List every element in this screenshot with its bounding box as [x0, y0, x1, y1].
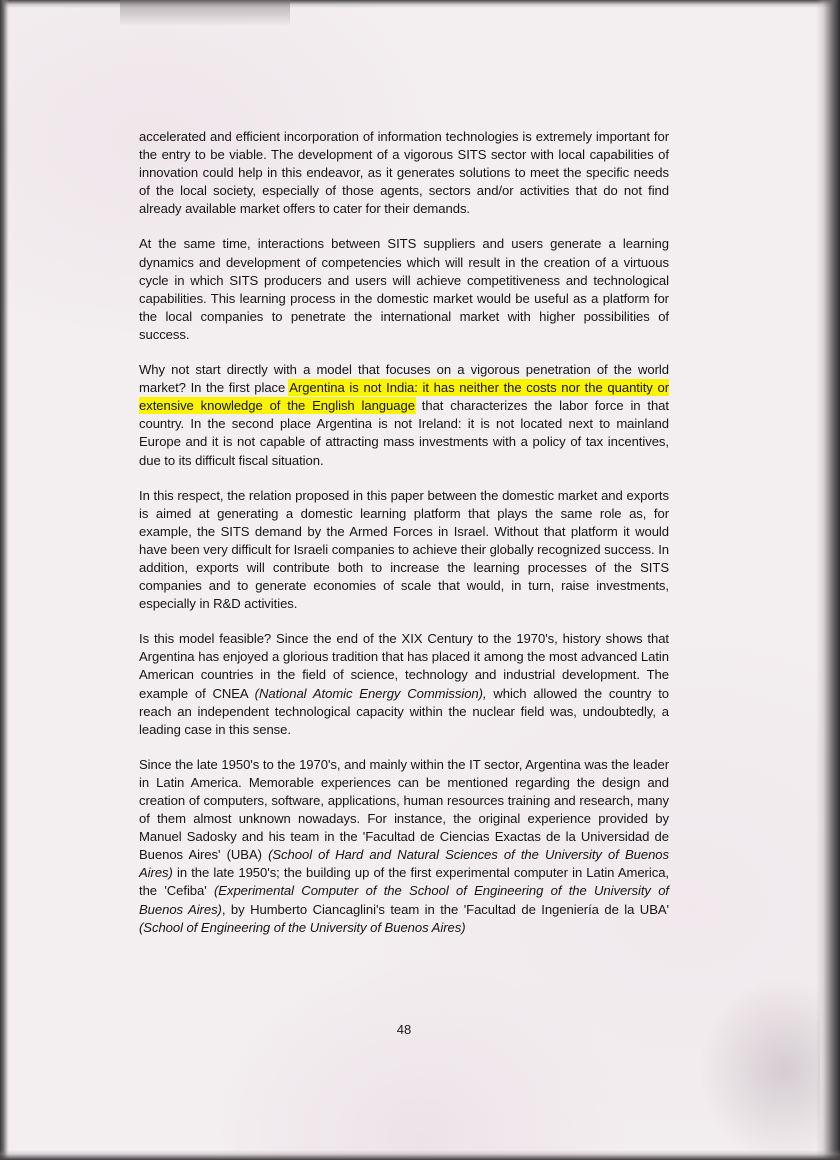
text-run: that characterizes the labor force in that country. In the second place Argentina is not Ireland: it is not located next to mainland Europe and it is not capable of attracting mass investments with a policy of tax incentives, due to its difficult fiscal situation. — [139, 398, 669, 468]
text-run: In this respect, the relation proposed in this paper between the domestic market and exports is aimed at generating a domestic learning platform that plays the same role as, for example, the SITS demand by the Armed Forces in Israel. Without that platform it would have been very difficult for Israeli companies to achieve their globally recognized success. In addition, exports will contribute both to increase the learning processes of the SITS companies and to generate economies of scale that would, in turn, raise investments, especially in R&D activities. — [139, 487, 669, 612]
text-run: Why not start directly with a model that focuses on a vigorous penetration of the world market? In the first place — [139, 362, 669, 396]
scan-edge-left — [0, 0, 9, 1160]
text-run: Since the late 1950's to the 1970's, and mainly within the IT sector, Argentina was the leader in Latin America. Memorable experiences can be mentioned regarding the design and creation of computers, software, applications, human resources training and research, many of them almost unknown nowadays. For instance, the original experience provided by Manuel Sadosky and his team in the 'Facultad de Ciencias Exactas de la Universidad de Buenos Aires' (UBA) — [139, 756, 669, 863]
paragraph-6 — [139, 756, 669, 937]
paragraph-5 — [139, 630, 669, 739]
page-body — [139, 128, 670, 1037]
text-run: which allowed the country to reach an independent technological capacity within the nuclear field was, undoubtedly, a leading case in this sense. — [139, 685, 669, 737]
scan-smudge-bottom-right — [700, 980, 820, 1160]
paragraph-1 — [139, 128, 669, 218]
paragraph-3 — [139, 361, 669, 470]
italic-text: (School of Engineering of the University of Buenos Aires) — [139, 919, 466, 935]
italic-text: (Experimental Computer of the School of Engineering of the University of Buenos Aires) — [139, 883, 670, 917]
text-run: , by Humberto Ciancaglini's team in the 'Facultad de Ingeniería de la UBA' — [221, 901, 669, 917]
text-run: Is this model feasible? Since the end of the XIX Century to the 1970's, history shows that Argentina has enjoyed a glorious tradition that has placed it among the most advanced Latin American countries in the field of science, technology and industrial development. The example of CNEA — [139, 631, 669, 701]
text-run: At the same time, interactions between SITS suppliers and users generate a learning dynamics and development of competencies which will result in the creation of a virtuous cycle in which SITS producers and users will achieve competitiveness and technological capabilities. This learning process in the domestic market would be useful as a platform for the local companies to penetrate the international market with higher possibilities of success. — [139, 236, 669, 342]
paragraph-4 — [139, 487, 669, 614]
paragraph-2 — [139, 235, 669, 344]
text-run: in the late 1950's; the building up of the first experimental computer in Latin America, the 'Cefiba' — [139, 865, 669, 899]
scan-smudge-top — [120, 0, 290, 26]
italic-text: (School of Hard and Natural Sciences of the University of Buenos Aires) — [139, 847, 669, 881]
page-number: 48 — [396, 1022, 412, 1037]
italic-text: (National Atomic Energy Commission), — [254, 685, 487, 701]
text-run: accelerated and efficient incorporation of information technologies is extremely important for the entry to be viable. The development of a vigorous SITS sector with local capabilities of innovation could help in this endeavor, as it generates solutions to meet the specific needs of the local society, especially of those agents, sectors and/or activities that do not find already available market offers to cater for their demands. — [139, 129, 669, 217]
highlighted-text: Argentina is not India: it has neither the costs nor the quantity or extensive knowledge of the English language — [139, 380, 669, 414]
